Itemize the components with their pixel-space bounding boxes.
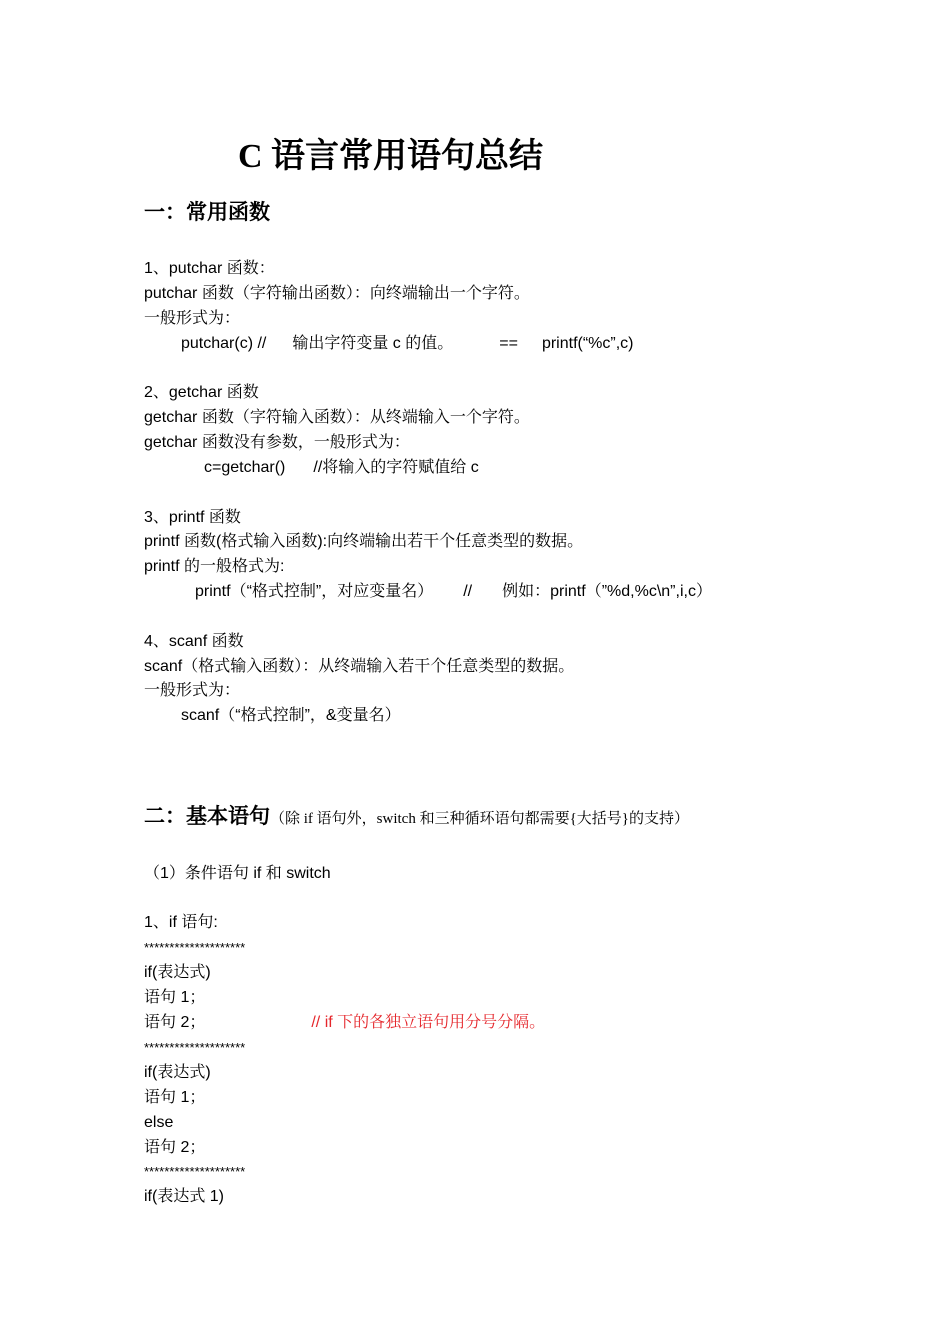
page-title: C 语言常用语句总结	[238, 138, 544, 175]
equals-text: ==	[499, 335, 518, 352]
text-line: 一般形式为：	[144, 682, 241, 699]
separator-line: ********************	[144, 940, 246, 955]
text-line: 2、getchar 函数	[144, 384, 259, 401]
text-line: 一般形式为：	[144, 310, 241, 327]
code-text: putchar(c) //	[181, 335, 267, 352]
code-line: if(表达式 1)	[144, 1188, 225, 1205]
code-line: if(表达式)	[144, 964, 211, 981]
comment-text: 输出字符变量 c 的值。	[292, 335, 454, 352]
code-line	[195, 582, 712, 602]
text-line: getchar 函数（字符输入函数）：从终端输入一个字符。	[144, 409, 530, 426]
code-line: 语句 2；	[144, 1139, 206, 1156]
text-line: 1、putchar 函数：	[144, 260, 275, 277]
code-line	[144, 1013, 545, 1033]
text-line: scanf（格式输入函数）：从终端输入若干个任意类型的数据。	[144, 658, 575, 675]
section-heading-statements	[144, 800, 689, 830]
text-line: 3、printf 函数	[144, 509, 241, 526]
code-line: else	[144, 1114, 174, 1131]
code-line: 语句 1；	[144, 989, 206, 1006]
section-heading-functions: 一：常用函数	[144, 201, 270, 224]
code-line	[181, 334, 634, 354]
code-line: if(表达式)	[144, 1064, 211, 1081]
code-text: 语句 2；	[144, 1014, 206, 1031]
heading-note: （除 if 语句外，switch 和三种循环语句都需要{大括号}的支持）	[270, 811, 689, 827]
text-line: 1、if 语句:	[144, 914, 218, 931]
separator-line: ********************	[144, 1164, 246, 1179]
code-line: scanf（“格式控制”，&变量名）	[181, 707, 401, 724]
red-comment: // if 下的各独立语句用分号分隔。	[311, 1014, 546, 1031]
example-text: 例如：printf（”%d,%c\n”,i,c）	[502, 583, 712, 600]
text-line: putchar 函数（字符输出函数）：向终端输出一个字符。	[144, 285, 530, 302]
text-line: printf 的一般格式为:	[144, 558, 285, 575]
comment-marker: //	[463, 583, 473, 600]
text-line: getchar 函数没有参数，一般形式为：	[144, 434, 410, 451]
comment-text: //将输入的字符赋值给 c	[313, 459, 479, 476]
subheading: （1）条件语句 if 和 switch	[144, 865, 331, 882]
code-text: printf(“%c”,c)	[541, 335, 634, 352]
text-line: 4、scanf 函数	[144, 633, 244, 650]
separator-line: ********************	[144, 1040, 246, 1055]
heading-text: 二：基本语句	[144, 805, 270, 828]
code-line	[204, 458, 479, 478]
code-text: c=getchar()	[204, 459, 286, 476]
code-line: 语句 1；	[144, 1089, 206, 1106]
code-text: printf（“格式控制”，对应变量名）	[195, 583, 434, 600]
text-line: printf 函数(格式输入函数):向终端输出若干个任意类型的数据。	[144, 533, 584, 550]
